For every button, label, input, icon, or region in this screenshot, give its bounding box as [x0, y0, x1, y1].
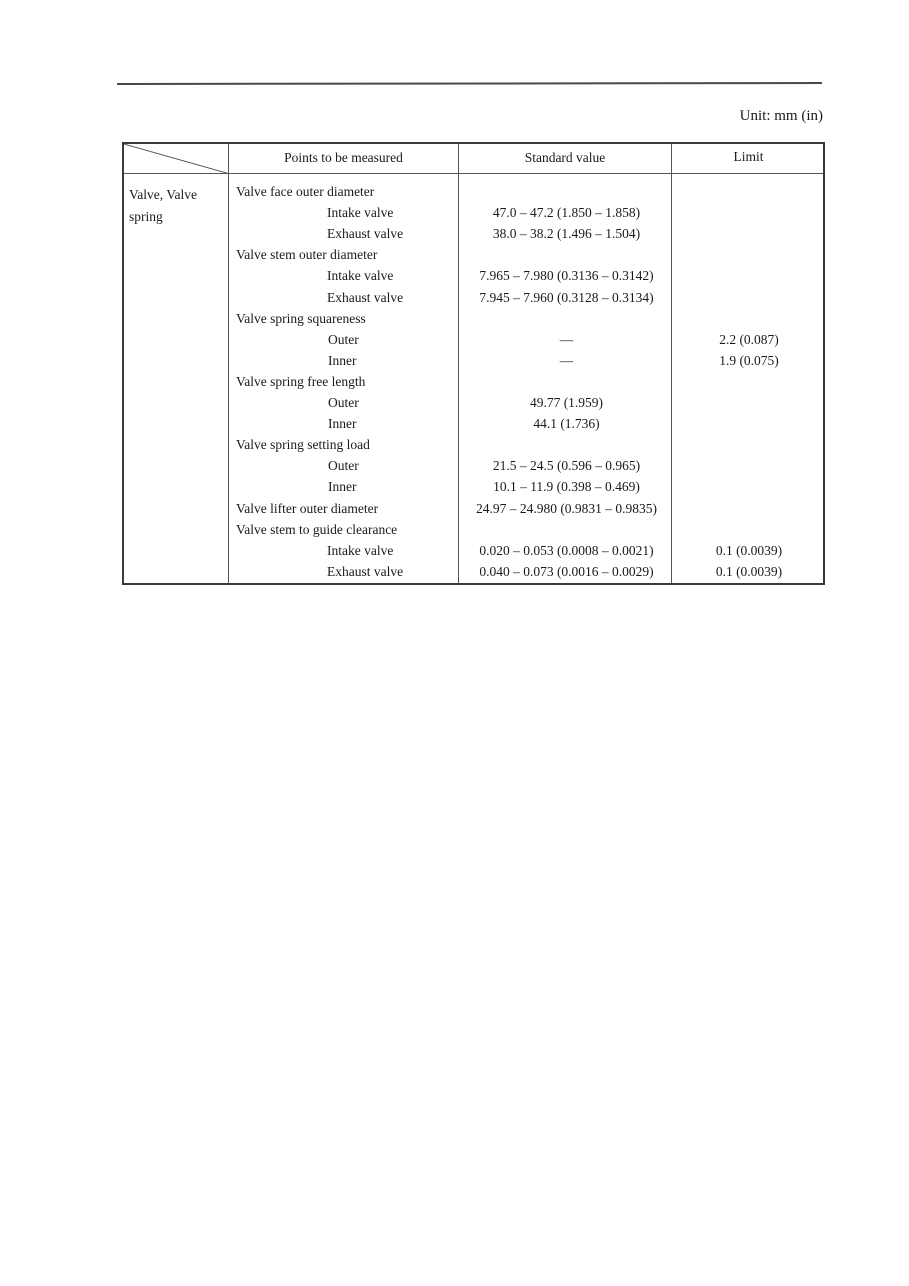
header-standard: Standard value: [524, 150, 606, 165]
standard-value: 7.965 – 7.980 (0.3136 – 0.3142): [479, 268, 654, 284]
measured-point: Valve spring squareness: [236, 310, 366, 326]
measured-point: Valve spring setting load: [236, 437, 370, 453]
standard-value: 10.1 – 11.9 (0.398 – 0.469): [493, 479, 640, 495]
measured-point: Valve lifter outer diameter: [236, 500, 379, 516]
measured-point: Exhaust valve: [327, 563, 404, 579]
standard-value: —: [559, 352, 574, 368]
measured-point: Exhaust valve: [327, 289, 404, 305]
table-row: [124, 350, 823, 371]
table-row: [124, 540, 823, 561]
limit-value: 2.2 (0.087): [719, 331, 779, 347]
category-line: Valve, Valve: [129, 187, 197, 202]
measured-point: Intake valve: [327, 205, 394, 221]
table-row: [124, 392, 823, 413]
table-row: [124, 434, 823, 455]
measured-point: Inner: [328, 416, 357, 432]
measured-point: Valve face outer diameter: [236, 184, 375, 199]
header-points: Points to be measured: [284, 150, 403, 165]
measured-point: Exhaust valve: [327, 226, 404, 242]
standard-value: 7.945 – 7.960 (0.3128 – 0.3134): [479, 289, 654, 305]
standard-value: —: [559, 331, 574, 347]
unit-label: Unit: mm (in): [739, 108, 823, 124]
table-row: [124, 308, 823, 329]
category-line: spring: [129, 209, 163, 224]
table-row: [124, 519, 823, 540]
standard-value: 0.040 – 0.073 (0.0016 – 0.0029): [479, 563, 654, 579]
limit-value: 0.1 (0.0039): [715, 542, 783, 558]
header-divider: [124, 173, 823, 174]
table-row: [124, 476, 823, 497]
standard-value: 21.5 – 24.5 (0.596 – 0.965): [492, 458, 641, 474]
table-row: [124, 561, 823, 582]
table-row: [124, 455, 823, 476]
table-row: [124, 498, 823, 519]
spec-table: [122, 142, 825, 585]
top-rule: [117, 82, 822, 85]
table-row: [124, 413, 823, 434]
measured-point: Outer: [328, 331, 359, 347]
measured-point: Inner: [328, 479, 357, 495]
header-limit: Limit: [733, 149, 764, 164]
measured-point: Outer: [328, 395, 359, 410]
standard-value: 44.1 (1.736): [533, 416, 600, 432]
measured-point: Valve stem outer diameter: [236, 247, 378, 263]
table-row: [124, 329, 823, 350]
table-row: [124, 287, 823, 308]
measured-point: Intake valve: [327, 268, 394, 284]
standard-value: 24.97 – 24.980 (0.9831 – 0.9835): [475, 500, 658, 516]
standard-value: 47.0 – 47.2 (1.850 – 1.858): [492, 205, 641, 221]
table-row: [124, 244, 823, 265]
measured-point: Intake valve: [327, 542, 394, 558]
measured-point: Valve stem to guide clearance: [236, 521, 398, 537]
limit-value: 1.9 (0.075): [719, 352, 779, 368]
measured-point: Outer: [328, 458, 359, 474]
standard-value: 0.020 – 0.053 (0.0008 – 0.0021): [479, 542, 654, 558]
table-row: [124, 181, 823, 202]
table-row: [124, 265, 823, 286]
header-diagonal: [124, 144, 230, 174]
limit-value: 0.1 (0.0039): [715, 563, 783, 579]
standard-value: 38.0 – 38.2 (1.496 – 1.504): [492, 226, 641, 242]
table-row: [124, 202, 823, 223]
table-row: [124, 223, 823, 244]
table-row: [124, 371, 823, 392]
measured-point: Valve spring free length: [236, 373, 366, 389]
standard-value: 49.77 (1.959): [529, 395, 604, 410]
measured-point: Inner: [328, 352, 357, 368]
